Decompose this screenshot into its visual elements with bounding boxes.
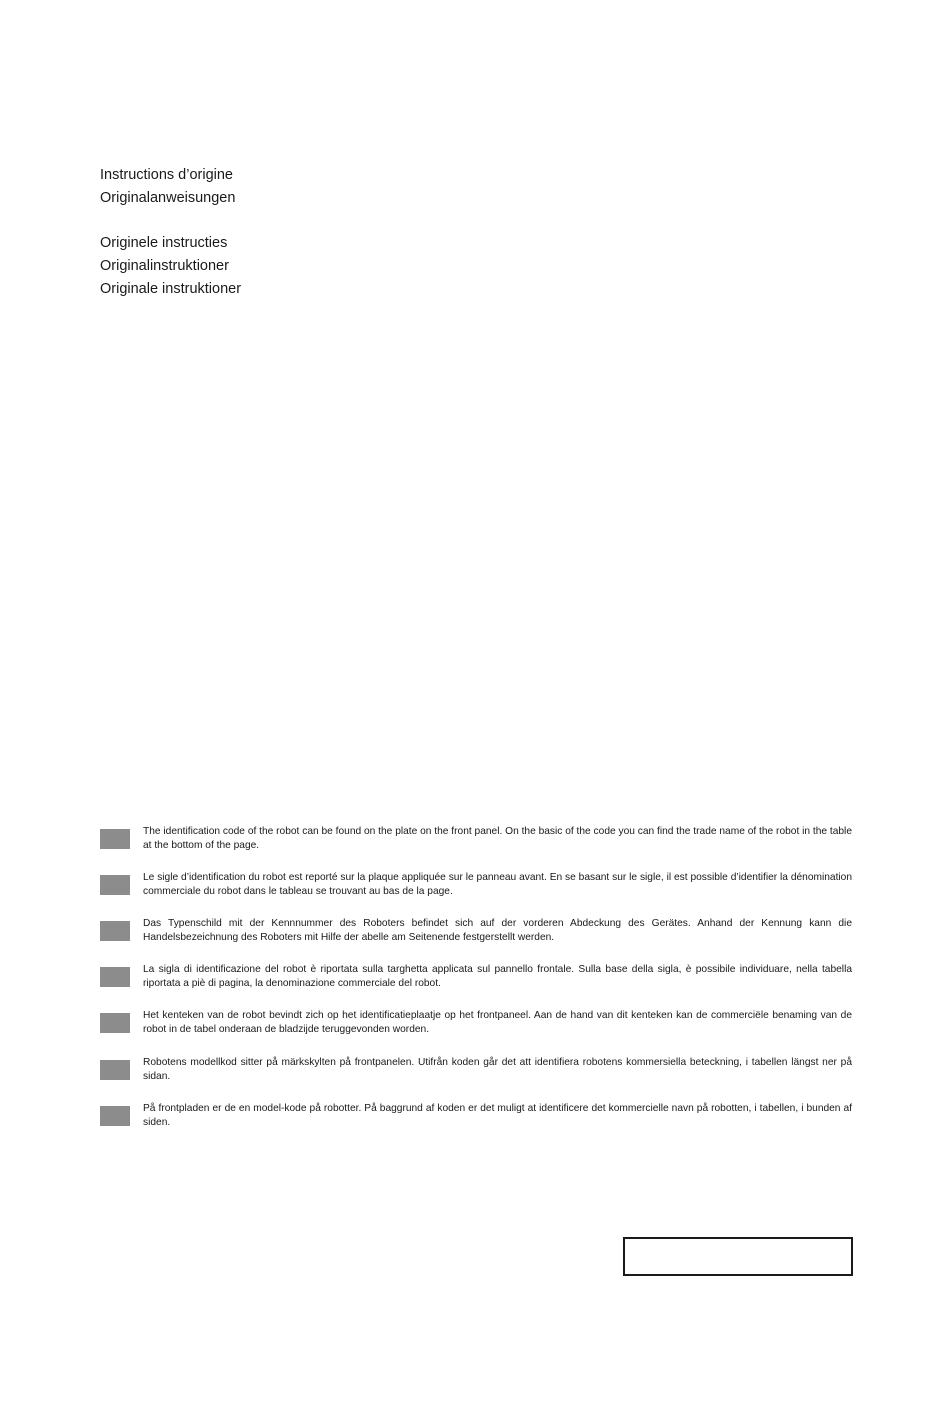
- language-text: The identification code of the robot can be found on the plate on the front panel. On the basic of the code you can find the trade name of the robot in the table at the bottom of the page.: [143, 826, 852, 851]
- title-danish: Originale instruktioner: [100, 281, 242, 297]
- language-row-swedish: [100, 1056, 852, 1090]
- flag-placeholder-icon: [100, 829, 130, 849]
- language-row-dutch: [100, 1009, 852, 1043]
- flag-placeholder-icon: [100, 875, 130, 895]
- flag-placeholder-icon: [100, 1013, 130, 1033]
- flag-placeholder-icon: [100, 1060, 130, 1080]
- language-text: På frontpladen er de en model-kode på robotter. På baggrund af koden er det muligt at identificere det kommercielle navn på robotten, i tabellen, i bunden af siden.: [143, 1103, 852, 1128]
- language-row-italian: [100, 963, 852, 997]
- language-text: Le sigle d’identification du robot est reporté sur la plaque appliquée sur le panneau avant. En se basant sur le sigle, il est possible d’identifier la dénomination commerciale du robot dans le tableau se trouvant au bas de la page.: [143, 872, 852, 897]
- language-text: Robotens modellkod sitter på märkskylten på frontpanelen. Utifrån koden går det att identifiera robotens kommersiella beteckning, i tabellen längst ner på sidan.: [143, 1057, 852, 1082]
- title-german: Originalanweisungen: [100, 190, 236, 206]
- language-text: La sigla di identificazione del robot è riportata sulla targhetta applicata sul pannello frontale. Sulla base della sigla, è possibile individuare, nella tabella riportata a piè di pagina, la denominazione commerciale del robot.: [143, 964, 852, 989]
- title-dutch: Originele instructies: [100, 235, 228, 251]
- language-row-english: [100, 825, 852, 859]
- flag-placeholder-icon: [100, 921, 130, 941]
- title-french: Instructions d’origine: [100, 167, 233, 183]
- language-row-danish: [100, 1102, 852, 1136]
- flag-placeholder-icon: [100, 1106, 130, 1126]
- title-swedish: Originalinstruktioner: [100, 258, 229, 274]
- language-row-german: [100, 917, 852, 951]
- model-code-box: [623, 1237, 853, 1276]
- language-text: Het kenteken van de robot bevindt zich op het identificatieplaatje op het frontpaneel. Aan de hand van dit kenteken kan de commerciële benaming van de robot in de tabel onderaan de bladzijde teruggevonden worden.: [143, 1010, 852, 1035]
- flag-placeholder-icon: [100, 967, 130, 987]
- language-row-french: [100, 871, 852, 905]
- language-text: Das Typenschild mit der Kennnummer des Roboters befindet sich auf der vorderen Abdeckung des Gerätes. Anhand der Kennung kann die Handelsbezeichnung des Roboters mit Hilfe der abelle am Seitenende festgerstellt werden.: [143, 918, 852, 943]
